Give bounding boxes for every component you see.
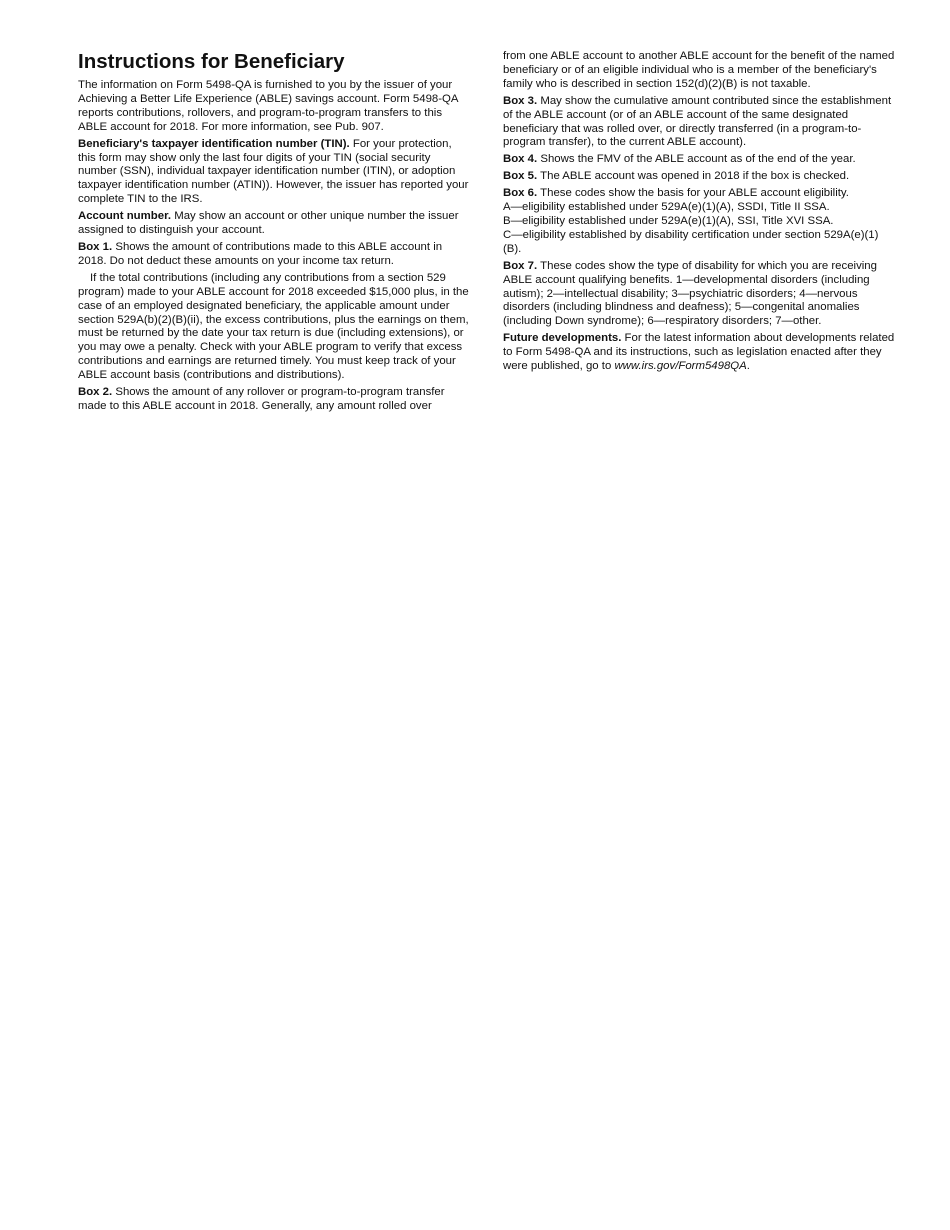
box6-code-b: B—eligibility established under 529A(e)(1)(A), SSI, Title XVI SSA. (503, 214, 834, 227)
future-developments-end: . (746, 360, 750, 373)
box5-heading: Box 5. (503, 170, 538, 183)
box3-section (503, 95, 895, 151)
future-developments-text: For the latest information about developments related to Form 5498-QA and its instructions, such as legislation enacted after they were published, go to (503, 332, 895, 373)
account-number-heading: Account number. (78, 210, 172, 223)
tin-section (78, 138, 470, 208)
box4-section (503, 153, 895, 167)
tin-text: For your protection, this form may show only the last four digits of your TIN (social security number (SSN), individual taxpayer identification number (ITIN), or adoption taxpayer identification number (ATIN)). However, the issuer has reported your complete TIN to the IRS. (78, 137, 469, 206)
box4-text: Shows the FMV of the ABLE account as of the end of the year. (537, 153, 856, 166)
box7-section (503, 260, 895, 330)
box1-excess-paragraph: If the total contributions (including any contributions from a section 529 program) made to your ABLE account for 2018 exceeded $15,000 plus, in the case of an employed designated beneficiary, the applicable amount under section 529A(b)(2)(B)(ii), the excess contributions, plus the earnings on them, must be returned by the date your tax return is due (including extensions), or you may owe a penalty. Check with your ABLE program to verify that excess contributions and earnings are returned timely. You must keep track of your ABLE account basis (contributions and distributions). (78, 271, 469, 382)
box6-heading: Box 6. (503, 187, 538, 200)
box1-section (78, 241, 470, 269)
irs-form-link[interactable]: www.irs.gov/Form5498QA (614, 360, 747, 373)
box7-text: These codes show the type of disability for which you are receiving ABLE account qualifying benefits. 1—developmental disorders (including autism); 2—intellectual disability; 3—psychiatric disorders; 4—nervous disorders (including blindness and deafness); 5—congenital anomalies (including Down syndrome); 6—respiratory disorders; 7—other. (503, 259, 877, 328)
box7-heading: Box 7. (503, 259, 538, 272)
future-developments-section (503, 332, 895, 374)
box6-text: These codes show the basis for your ABLE account eligibility. (537, 187, 849, 200)
box3-heading: Box 3. (503, 94, 538, 107)
box1-heading: Box 1. (78, 240, 113, 253)
account-number-text: May show an account or other unique number the issuer assigned to distinguish your account. (78, 210, 459, 237)
box2-heading: Box 2. (78, 386, 113, 399)
left-column (78, 50, 470, 417)
box2-continued: from one ABLE account to another ABLE account for the benefit of the named beneficiary or of an eligible individual who is a member of the beneficiary's family who is described in section 152(d)(2)(B) is not taxable. (503, 50, 895, 90)
box3-text: May show the cumulative amount contributed since the establishment of the ABLE account (or of an ABLE account of the same designated beneficiary that was rolled over, or directly transferred (in a program-to-program transfer), to the current ABLE account). (503, 94, 892, 149)
box5-text: The ABLE account was opened in 2018 if the box is checked. (537, 170, 850, 183)
box4-heading: Box 4. (503, 153, 538, 166)
box1-text: Shows the amount of contributions made to this ABLE account in 2018. Do not deduct these amounts on your income tax return. (78, 240, 443, 267)
box2-section (78, 386, 470, 414)
page-title: Instructions for Beneficiary (78, 50, 345, 73)
tin-heading: Beneficiary's taxpayer identification number (TIN). (78, 137, 350, 150)
intro-paragraph: The information on Form 5498-QA is furnished to you by the issuer of your Achieving a Better Life Experience (ABLE) savings account. Form 5498-QA reports contributions, rollovers, and program-to-program transfers to this ABLE account for 2018. For more information, see Pub. 907. (78, 79, 458, 133)
box6-section (503, 187, 895, 257)
right-column (503, 50, 895, 377)
box5-section (503, 170, 895, 184)
box6-code-c: C—eligibility established by disability certification under section 529A(e)(1)(B). (503, 228, 879, 255)
account-number-section (78, 210, 470, 238)
box2-text: Shows the amount of any rollover or program-to-program transfer made to this ABLE account in 2018. Generally, any amount rolled over (78, 386, 445, 412)
box6-code-a: A—eligibility established under 529A(e)(1)(A), SSDI, Title II SSA. (503, 201, 830, 214)
future-developments-heading: Future developments. (503, 332, 622, 345)
